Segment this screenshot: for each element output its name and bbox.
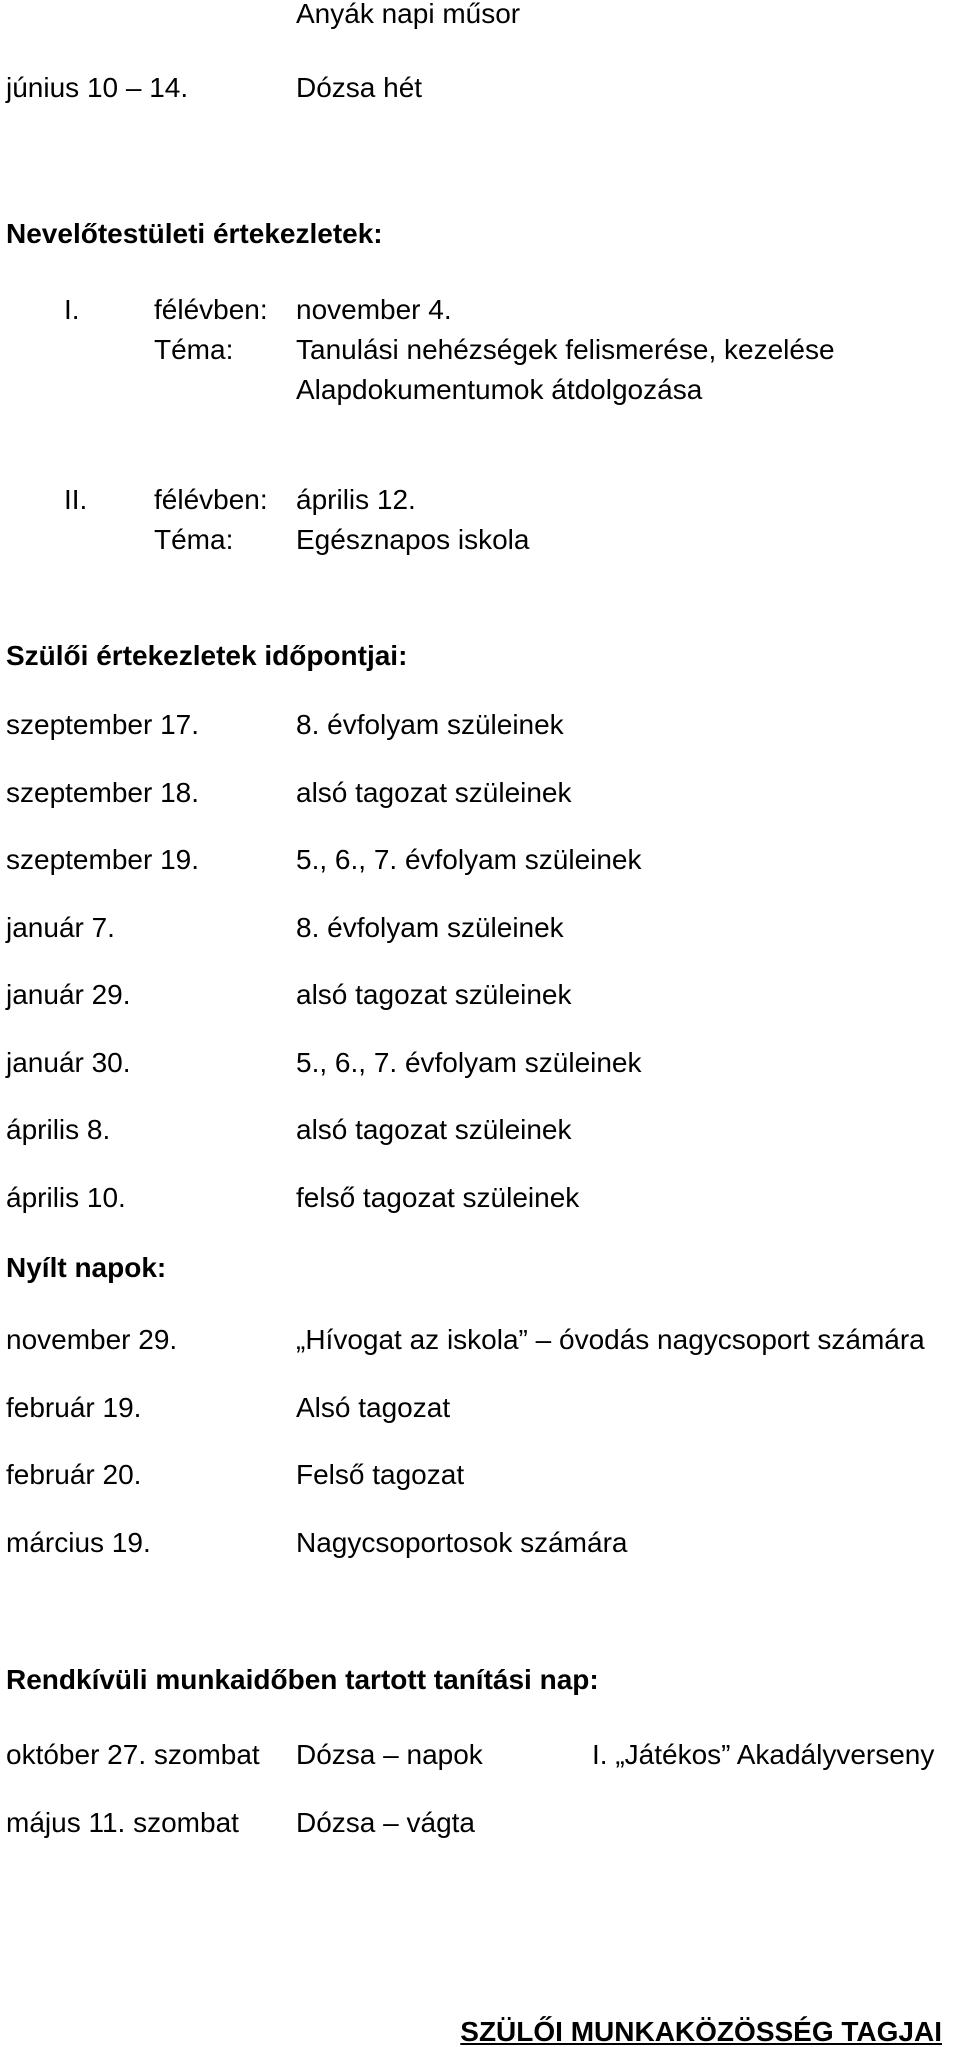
second-term-number: II. (64, 484, 88, 515)
parent-meeting-desc: alsó tagozat szüleinek (296, 1114, 572, 1145)
open-day-date: február 19. (6, 1392, 142, 1423)
parent-meeting-date: szeptember 18. (6, 777, 199, 808)
first-term-label: félévben: (154, 294, 268, 325)
extra-day-desc: Dózsa – vágta (296, 1807, 475, 1838)
extra-day-event: I. „Játékos” Akadályverseny (592, 1739, 935, 1770)
first-topic-line2: Alapdokumentumok átdolgozása (296, 374, 703, 405)
parent-meeting-desc: felső tagozat szüleinek (296, 1182, 580, 1213)
extra-day-date: május 11. szombat (6, 1807, 239, 1838)
parent-meeting-desc: 8. évfolyam szüleinek (296, 709, 564, 740)
open-day-desc: Nagycsoportosok számára (296, 1527, 628, 1558)
extra-days-heading: Rendkívüli munkaidőben tartott tanítási nap: (6, 1664, 599, 1695)
second-term-label: félévben: (154, 484, 268, 515)
parent-meeting-desc: alsó tagozat szüleinek (296, 979, 572, 1010)
parent-meeting-date: január 30. (6, 1047, 131, 1078)
open-day-date: november 29. (6, 1324, 178, 1355)
anyak-napi-text: Anyák napi műsor (296, 0, 521, 29)
parent-meeting-date: szeptember 17. (6, 709, 199, 740)
dozsa-het-date: június 10 – 14. (6, 72, 189, 103)
parent-meeting-date: január 29. (6, 979, 131, 1010)
second-topic-line1: Egésznapos iskola (296, 524, 530, 555)
extra-day-desc: Dózsa – napok (296, 1739, 483, 1770)
extra-day-date: október 27. szombat (6, 1739, 260, 1770)
parent-meeting-desc: 8. évfolyam szüleinek (296, 912, 564, 943)
open-day-desc: Alsó tagozat (296, 1392, 451, 1423)
open-days-heading: Nyílt napok: (6, 1252, 167, 1283)
second-topic-label: Téma: (154, 524, 234, 555)
open-day-desc: Felső tagozat (296, 1459, 465, 1490)
parent-meeting-desc: 5., 6., 7. évfolyam szüleinek (296, 844, 642, 875)
open-day-date: március 19. (6, 1527, 151, 1558)
parent-meeting-desc: 5., 6., 7. évfolyam szüleinek (296, 1047, 642, 1078)
open-day-date: február 20. (6, 1459, 142, 1490)
parent-meeting-date: április 8. (6, 1114, 111, 1145)
first-term-date: november 4. (296, 294, 452, 325)
first-topic-label: Téma: (154, 334, 234, 365)
parent-meetings-heading: Szülői értekezletek időpontjai: (6, 640, 408, 671)
parent-meeting-date: január 7. (6, 912, 115, 943)
dozsa-het-text: Dózsa hét (296, 72, 423, 103)
parents-committee-heading: SZÜLŐI MUNKAKÖZÖSSÉG TAGJAI (460, 2016, 942, 2047)
first-term-number: I. (64, 294, 80, 325)
second-term-date: április 12. (296, 484, 416, 515)
parent-meeting-desc: alsó tagozat szüleinek (296, 777, 572, 808)
staff-meetings-heading: Nevelőtestületi értekezletek: (6, 218, 383, 249)
first-topic-line1: Tanulási nehézségek felismerése, kezelése (296, 334, 835, 365)
open-day-desc: „Hívogat az iskola” – óvodás nagycsoport számára (296, 1324, 925, 1355)
parent-meeting-date: április 10. (6, 1182, 126, 1213)
parent-meeting-date: szeptember 19. (6, 844, 199, 875)
